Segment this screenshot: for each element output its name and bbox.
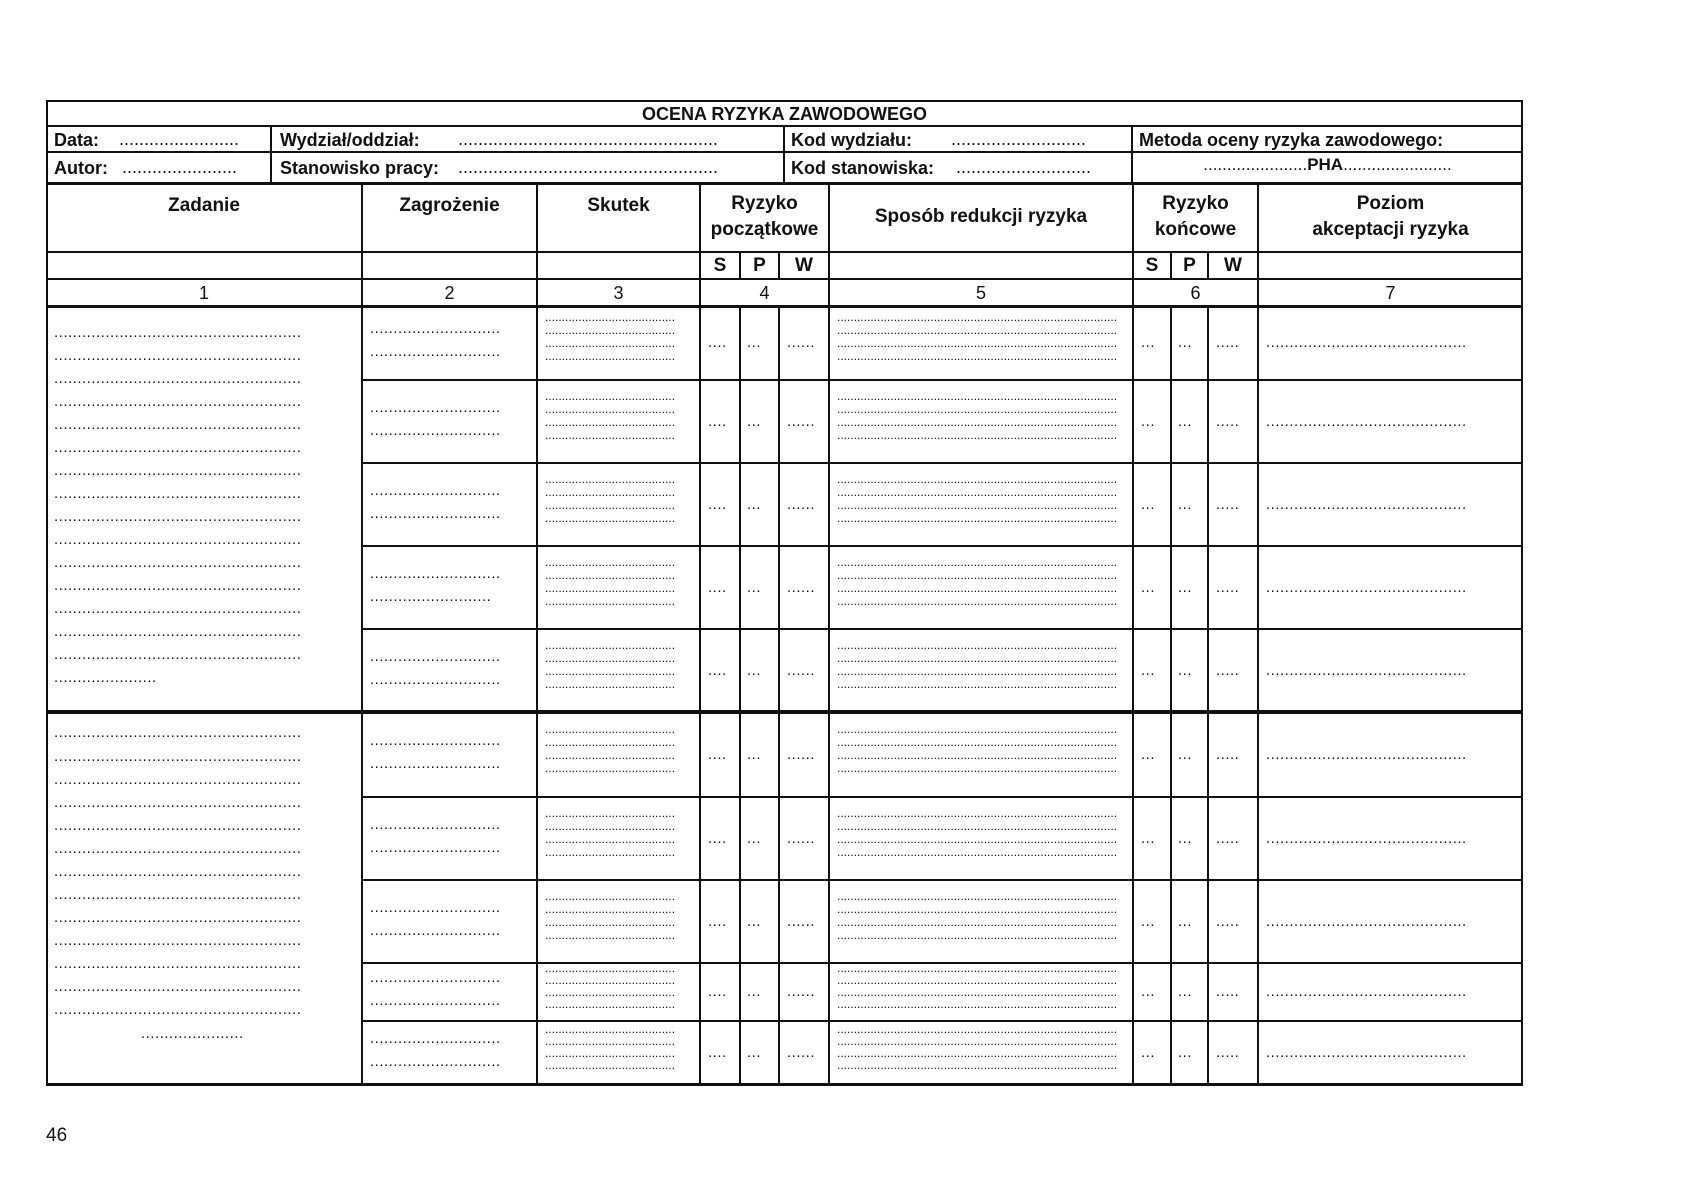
skutek-line[interactable]: .......................................	[545, 638, 676, 651]
header-zadanie: Zadanie	[168, 195, 240, 216]
ryzyko-koncowe-w[interactable]: .....	[1216, 662, 1240, 678]
header-zagrozenie: Zagrożenie	[399, 195, 500, 216]
column-number-1: 1	[198, 283, 209, 303]
zadanie-line[interactable]: .....................................................	[54, 749, 302, 764]
ryzyko-poczatkowe-w[interactable]: ......	[787, 413, 816, 429]
table-rule	[362, 879, 1523, 881]
ryzyko-koncowe-s[interactable]: ...	[1141, 913, 1156, 929]
skutek-line[interactable]: .......................................	[545, 986, 676, 998]
zadanie-line[interactable]: .....................................................	[54, 578, 302, 593]
zadanie-line[interactable]: .....................................................	[54, 1002, 302, 1017]
ryzyko-poczatkowe-p[interactable]: ...	[747, 1045, 762, 1060]
skutek-line[interactable]: .......................................	[545, 1047, 676, 1059]
sposob-redukcji-line[interactable]: ....................................................................................	[837, 511, 1118, 524]
zagrozenie-line[interactable]: ............................	[370, 922, 501, 938]
ryzyko-koncowe-w[interactable]: .....	[1216, 913, 1240, 929]
column-number-7: 7	[1385, 283, 1396, 303]
skutek-line[interactable]: .......................................	[545, 651, 676, 664]
sposob-redukcji-line[interactable]: ....................................................................................	[837, 832, 1118, 845]
kod-wydzialu-field[interactable]: ...........................	[951, 129, 1087, 149]
skutek-line[interactable]: .......................................	[545, 428, 676, 441]
skutek-line[interactable]: .......................................	[545, 415, 676, 428]
table-rule	[362, 545, 1523, 547]
ryzyko-koncowe-w[interactable]: .....	[1216, 746, 1240, 762]
zadanie-line[interactable]: .....................................................	[54, 841, 302, 856]
skutek-line[interactable]: .......................................	[545, 1035, 676, 1047]
skutek-line[interactable]: .......................................	[545, 974, 676, 986]
ryzyko-poczatkowe-s[interactable]: ....	[708, 335, 727, 350]
ryzyko-poczatkowe-p[interactable]: ...	[747, 335, 762, 350]
sposob-redukcji-line[interactable]: ....................................................................................	[837, 986, 1118, 998]
subheader-w: W	[795, 255, 813, 276]
sposob-redukcji-line[interactable]: ....................................................................................	[837, 845, 1118, 858]
zadanie-line[interactable]: .....................................................	[54, 532, 302, 547]
subheader-p: P	[753, 255, 766, 276]
zadanie-line[interactable]: .....................................................	[54, 933, 302, 948]
skutek-line[interactable]: .......................................	[545, 1059, 676, 1071]
zadanie-line[interactable]: ......................	[141, 1026, 244, 1041]
sposob-redukcji-line[interactable]: ....................................................................................	[837, 1035, 1118, 1047]
skutek-line[interactable]: .......................................	[545, 735, 676, 748]
ryzyko-koncowe-w[interactable]: .....	[1216, 335, 1240, 350]
ryzyko-poczatkowe-s[interactable]: ....	[708, 913, 727, 929]
data-label: Data:	[54, 130, 100, 150]
table-rule	[699, 183, 701, 1085]
skutek-line[interactable]: .......................................	[545, 902, 676, 915]
sposob-redukcji-line[interactable]: ....................................................................................	[837, 915, 1118, 928]
sposob-redukcji-line[interactable]: ....................................................................................	[837, 311, 1118, 323]
zadanie-line[interactable]: .....................................................	[54, 555, 302, 570]
zagrozenie-line[interactable]: ............................	[370, 899, 501, 915]
ryzyko-koncowe-p[interactable]: ...	[1178, 662, 1193, 678]
ryzyko-poczatkowe-w[interactable]: ......	[787, 496, 816, 512]
ryzyko-poczatkowe-s[interactable]: ....	[708, 662, 727, 678]
ryzyko-poczatkowe-w[interactable]: ......	[787, 984, 816, 999]
header-ryzyko-koncowe: Ryzyko końcowe	[1154, 193, 1237, 240]
skutek-line[interactable]: .......................................	[545, 664, 676, 677]
ryzyko-poczatkowe-s[interactable]: ....	[708, 746, 727, 762]
sposob-redukcji-line[interactable]: ....................................................................................	[837, 350, 1118, 362]
table-rule	[46, 100, 49, 1085]
skutek-line[interactable]: .......................................	[545, 962, 676, 974]
skutek-line[interactable]: .......................................	[545, 485, 676, 498]
ryzyko-koncowe-s[interactable]: ...	[1141, 746, 1156, 762]
ryzyko-koncowe-p[interactable]: ...	[1178, 335, 1193, 350]
table-rule	[783, 126, 785, 183]
skutek-line[interactable]: .......................................	[545, 761, 676, 774]
stanowisko-label: Stanowisko pracy:	[280, 158, 440, 178]
ryzyko-poczatkowe-p[interactable]: ...	[747, 662, 762, 678]
skutek-line[interactable]: .......................................	[545, 324, 676, 336]
ryzyko-poczatkowe-p[interactable]: ...	[747, 496, 762, 512]
metoda-suffix-dots: .......................	[1343, 155, 1452, 174]
zadanie-line[interactable]: .....................................................	[54, 910, 302, 925]
skutek-line[interactable]: .......................................	[545, 748, 676, 761]
ryzyko-poczatkowe-w[interactable]: ......	[787, 579, 816, 595]
sposob-redukcji-line[interactable]: ....................................................................................	[837, 389, 1118, 402]
table-rule	[362, 462, 1523, 464]
ryzyko-koncowe-w[interactable]: .....	[1216, 496, 1240, 512]
ryzyko-poczatkowe-w[interactable]: ......	[787, 913, 816, 929]
kod-wydzialu-label: Kod wydziału:	[791, 130, 912, 150]
zadanie-line[interactable]: .....................................................	[54, 371, 302, 386]
ryzyko-koncowe-p[interactable]: ...	[1178, 984, 1193, 999]
sposob-redukcji-line[interactable]: ....................................................................................	[837, 555, 1118, 568]
stanowisko-field[interactable]: ....................................................	[458, 157, 719, 177]
skutek-line[interactable]: .......................................	[545, 402, 676, 415]
metoda-field[interactable]	[1132, 152, 1523, 180]
metoda-label: Metoda oceny ryzyka zawodowego:	[1139, 130, 1444, 150]
poziom-akceptacji-line[interactable]: ...........................................	[1266, 662, 1467, 678]
skutek-line[interactable]: .......................................	[545, 806, 676, 819]
sposob-redukcji-line[interactable]: ....................................................................................	[837, 638, 1118, 651]
ryzyko-koncowe-w[interactable]: .....	[1216, 579, 1240, 595]
zadanie-line[interactable]: .....................................................	[54, 486, 302, 501]
skutek-line[interactable]: .......................................	[545, 472, 676, 485]
ryzyko-poczatkowe-w[interactable]: ......	[787, 1045, 816, 1060]
zagrozenie-line[interactable]: ............................	[370, 1054, 501, 1069]
ryzyko-poczatkowe-w[interactable]: ......	[787, 746, 816, 762]
zagrozenie-line[interactable]: ............................	[370, 565, 501, 581]
ryzyko-poczatkowe-w[interactable]: ......	[787, 662, 816, 678]
zadanie-line[interactable]: .....................................................	[54, 647, 302, 662]
column-number-4: 4	[759, 283, 770, 303]
table-rule	[361, 183, 363, 1085]
ryzyko-koncowe-w[interactable]: .....	[1216, 984, 1240, 999]
ryzyko-koncowe-w[interactable]: .....	[1216, 830, 1240, 846]
poziom-akceptacji-line[interactable]: ...........................................	[1266, 746, 1467, 762]
sposob-redukcji-line[interactable]: ....................................................................................	[837, 1047, 1118, 1059]
table-rule	[739, 306, 741, 1085]
zagrozenie-line[interactable]: ............................	[370, 839, 501, 855]
zadanie-line[interactable]: .....................................................	[54, 463, 302, 478]
zagrozenie-line[interactable]: ............................	[370, 755, 501, 771]
skutek-line[interactable]: .......................................	[545, 845, 676, 858]
skutek-line[interactable]: .......................................	[545, 498, 676, 511]
table-rule	[828, 183, 830, 1085]
skutek-line[interactable]: .......................................	[545, 555, 676, 568]
autor-field[interactable]: .......................	[122, 157, 238, 177]
skutek-line[interactable]: .......................................	[545, 568, 676, 581]
zadanie-line[interactable]: .....................................................	[54, 887, 302, 902]
table-rule	[1132, 183, 1134, 1085]
sposob-redukcji-line[interactable]: ....................................................................................	[837, 1023, 1118, 1035]
column-number-6: 6	[1190, 283, 1201, 303]
page-number: 46	[46, 1125, 68, 1146]
sposob-redukcji-line[interactable]: ....................................................................................	[837, 594, 1118, 607]
sposob-redukcji-line[interactable]: ....................................................................................	[837, 651, 1118, 664]
risk-assessment-form	[46, 100, 1523, 1085]
ryzyko-poczatkowe-s[interactable]: ....	[708, 830, 727, 846]
ryzyko-koncowe-s[interactable]: ...	[1141, 662, 1156, 678]
ryzyko-poczatkowe-w[interactable]: ......	[787, 830, 816, 846]
ryzyko-koncowe-p[interactable]: ...	[1178, 1045, 1193, 1060]
sposob-redukcji-line[interactable]: ....................................................................................	[837, 761, 1118, 774]
ryzyko-poczatkowe-s[interactable]: ....	[708, 984, 727, 999]
sposob-redukcji-line[interactable]: ....................................................................................	[837, 498, 1118, 511]
ryzyko-koncowe-s[interactable]: ...	[1141, 335, 1156, 350]
sposob-redukcji-line[interactable]: ....................................................................................	[837, 568, 1118, 581]
zadanie-line[interactable]: .....................................................	[54, 325, 302, 340]
poziom-akceptacji-line[interactable]: ...........................................	[1266, 830, 1467, 846]
skutek-line[interactable]: .......................................	[545, 889, 676, 902]
sposob-redukcji-line[interactable]: ....................................................................................	[837, 902, 1118, 915]
skutek-line[interactable]: .......................................	[545, 389, 676, 402]
table-rule	[46, 1083, 1523, 1086]
ryzyko-poczatkowe-s[interactable]: ....	[708, 1045, 727, 1060]
table-rule	[778, 306, 780, 1085]
data-field[interactable]: ........................	[119, 129, 240, 149]
kod-stanowiska-field[interactable]: ...........................	[956, 157, 1092, 177]
zagrozenie-line[interactable]: ............................	[370, 344, 501, 359]
poziom-akceptacji-line[interactable]: ...........................................	[1266, 579, 1467, 595]
subheader-s2: S	[1145, 255, 1159, 276]
sposob-redukcji-line[interactable]: ....................................................................................	[837, 889, 1118, 902]
skutek-line[interactable]: .......................................	[545, 722, 676, 735]
poziom-akceptacji-line[interactable]: ...........................................	[1266, 1045, 1467, 1060]
header-poziom-akceptacji: Poziom akceptacji ryzyka	[1312, 193, 1469, 240]
zagrozenie-line[interactable]: ............................	[370, 399, 501, 415]
sposob-redukcji-line[interactable]: ....................................................................................	[837, 735, 1118, 748]
ryzyko-koncowe-w[interactable]: .....	[1216, 1045, 1240, 1060]
table-rule	[1207, 306, 1209, 1085]
skutek-line[interactable]: .......................................	[545, 915, 676, 928]
skutek-line[interactable]: .......................................	[545, 581, 676, 594]
sposob-redukcji-line[interactable]: ....................................................................................	[837, 806, 1118, 819]
zagrozenie-line[interactable]: ............................	[370, 505, 501, 521]
poziom-akceptacji-line[interactable]: ...........................................	[1266, 496, 1467, 512]
ryzyko-koncowe-s[interactable]: ...	[1141, 984, 1156, 999]
skutek-line[interactable]: .......................................	[545, 998, 676, 1010]
sposob-redukcji-line[interactable]: ....................................................................................	[837, 402, 1118, 415]
zadanie-line[interactable]: .....................................................	[54, 818, 302, 833]
table-rule	[362, 628, 1523, 630]
ryzyko-koncowe-s[interactable]: ...	[1141, 496, 1156, 512]
zadanie-line[interactable]: .....................................................	[54, 956, 302, 971]
zadanie-line[interactable]: .....................................................	[54, 772, 302, 787]
zagrozenie-line[interactable]: ............................	[370, 816, 501, 832]
zagrozenie-line[interactable]: ............................	[370, 1031, 501, 1046]
header-skutek: Skutek	[587, 195, 650, 216]
ryzyko-koncowe-p[interactable]: ...	[1178, 830, 1193, 846]
zadanie-line[interactable]: .....................................................	[54, 394, 302, 409]
zagrozenie-line[interactable]: ............................	[370, 671, 501, 687]
ryzyko-koncowe-p[interactable]: ...	[1178, 579, 1193, 595]
ryzyko-koncowe-p[interactable]: ...	[1178, 496, 1193, 512]
column-number-2: 2	[444, 283, 455, 303]
table-rule	[1170, 306, 1172, 1085]
ryzyko-koncowe-s[interactable]: ...	[1141, 413, 1156, 429]
table-rule	[1257, 183, 1259, 1085]
ryzyko-poczatkowe-p[interactable]: ...	[747, 579, 762, 595]
zadanie-line[interactable]: .....................................................	[54, 601, 302, 616]
ryzyko-koncowe-w[interactable]: .....	[1216, 413, 1240, 429]
sposob-redukcji-line[interactable]: ....................................................................................	[837, 324, 1118, 336]
header-sposob-redukcji: Sposób redukcji ryzyka	[874, 206, 1088, 227]
skutek-line[interactable]: .......................................	[545, 350, 676, 362]
zagrozenie-line[interactable]: ............................	[370, 993, 501, 1008]
sposob-redukcji-line[interactable]: ....................................................................................	[837, 722, 1118, 735]
zadanie-line[interactable]: .....................................................	[54, 440, 302, 455]
skutek-line[interactable]: .......................................	[545, 511, 676, 524]
column-number-3: 3	[613, 283, 624, 303]
autor-label: Autor:	[54, 158, 108, 178]
poziom-akceptacji-line[interactable]: ...........................................	[1266, 335, 1467, 350]
ryzyko-koncowe-s[interactable]: ...	[1141, 579, 1156, 595]
table-rule	[1521, 100, 1524, 1085]
sposob-redukcji-line[interactable]: ....................................................................................	[837, 819, 1118, 832]
sposob-redukcji-line[interactable]: ....................................................................................	[837, 485, 1118, 498]
ryzyko-koncowe-s[interactable]: ...	[1141, 830, 1156, 846]
subheader-w2: W	[1224, 255, 1242, 276]
wydzial-field[interactable]: ....................................................	[458, 129, 719, 149]
sposob-redukcji-line[interactable]: ....................................................................................	[837, 962, 1118, 974]
ryzyko-koncowe-p[interactable]: ...	[1178, 413, 1193, 429]
sposob-redukcji-line[interactable]: ....................................................................................	[837, 664, 1118, 677]
kod-stanowiska-label: Kod stanowiska:	[791, 158, 935, 178]
ryzyko-poczatkowe-p[interactable]: ...	[747, 413, 762, 429]
zagrozenie-line[interactable]: ............................	[370, 648, 501, 664]
sposob-redukcji-line[interactable]: ....................................................................................	[837, 748, 1118, 761]
sposob-redukcji-line[interactable]: ....................................................................................	[837, 472, 1118, 485]
table-rule	[46, 710, 1523, 714]
skutek-line[interactable]: .......................................	[545, 819, 676, 832]
sposob-redukcji-line[interactable]: ....................................................................................	[837, 998, 1118, 1010]
table-rule	[362, 796, 1523, 798]
ryzyko-poczatkowe-p[interactable]: ...	[747, 913, 762, 929]
subheader-p2: P	[1183, 255, 1196, 276]
metoda-value: PHA	[1307, 155, 1344, 174]
poziom-akceptacji-line[interactable]: ...........................................	[1266, 413, 1467, 429]
zagrozenie-line[interactable]: ..........................	[370, 588, 492, 604]
table-rule	[362, 1020, 1523, 1022]
sposob-redukcji-line[interactable]: ....................................................................................	[837, 337, 1118, 349]
zadanie-line[interactable]: .....................................................	[54, 417, 302, 432]
table-rule	[536, 183, 538, 1085]
sposob-redukcji-line[interactable]: ....................................................................................	[837, 974, 1118, 986]
skutek-line[interactable]: .......................................	[545, 594, 676, 607]
table-rule	[270, 126, 272, 183]
zadanie-line[interactable]: .....................................................	[54, 864, 302, 879]
zagrozenie-line[interactable]: ............................	[370, 482, 501, 498]
ryzyko-koncowe-s[interactable]: ...	[1141, 1045, 1156, 1060]
zadanie-line[interactable]: .....................................................	[54, 509, 302, 524]
zagrozenie-line[interactable]: ............................	[370, 732, 501, 748]
zadanie-line[interactable]: .....................................................	[54, 348, 302, 363]
sposob-redukcji-line[interactable]: ....................................................................................	[837, 581, 1118, 594]
sposob-redukcji-line[interactable]: ....................................................................................	[837, 415, 1118, 428]
poziom-akceptacji-line[interactable]: ...........................................	[1266, 913, 1467, 929]
skutek-line[interactable]: .......................................	[545, 311, 676, 323]
skutek-line[interactable]: .......................................	[545, 1023, 676, 1035]
ryzyko-poczatkowe-s[interactable]: ....	[708, 496, 727, 512]
zadanie-line[interactable]: .....................................................	[54, 725, 302, 740]
skutek-line[interactable]: .......................................	[545, 928, 676, 941]
ryzyko-koncowe-p[interactable]: ...	[1178, 913, 1193, 929]
ryzyko-poczatkowe-s[interactable]: ....	[708, 413, 727, 429]
ryzyko-poczatkowe-s[interactable]: ....	[708, 579, 727, 595]
ryzyko-poczatkowe-p[interactable]: ...	[747, 746, 762, 762]
wydzial-label: Wydział/oddział:	[280, 130, 420, 150]
ryzyko-poczatkowe-w[interactable]: ......	[787, 335, 816, 350]
form-title: OCENA RYZYKA ZAWODOWEGO	[642, 104, 927, 124]
header-ryzyko-poczatkowe: Ryzyko początkowe	[710, 193, 819, 240]
ryzyko-poczatkowe-p[interactable]: ...	[747, 984, 762, 999]
skutek-line[interactable]: .......................................	[545, 337, 676, 349]
subheader-s: S	[713, 255, 727, 276]
poziom-akceptacji-line[interactable]: ...........................................	[1266, 984, 1467, 999]
skutek-line[interactable]: .......................................	[545, 832, 676, 845]
ryzyko-poczatkowe-p[interactable]: ...	[747, 830, 762, 846]
sposob-redukcji-line[interactable]: ....................................................................................	[837, 1059, 1118, 1071]
zadanie-line[interactable]: ......................	[54, 670, 157, 685]
sposob-redukcji-line[interactable]: ....................................................................................	[837, 928, 1118, 941]
sposob-redukcji-line[interactable]: ....................................................................................	[837, 677, 1118, 690]
zadanie-line[interactable]: .....................................................	[54, 624, 302, 639]
ryzyko-koncowe-p[interactable]: ...	[1178, 746, 1193, 762]
sposob-redukcji-line[interactable]: ....................................................................................	[837, 428, 1118, 441]
zadanie-line[interactable]: .....................................................	[54, 979, 302, 994]
skutek-line[interactable]: .......................................	[545, 677, 676, 690]
zagrozenie-line[interactable]: ............................	[370, 970, 501, 985]
zagrozenie-line[interactable]: ............................	[370, 422, 501, 438]
zadanie-line[interactable]: .....................................................	[54, 795, 302, 810]
column-number-5: 5	[975, 283, 986, 303]
zagrozenie-line[interactable]: ............................	[370, 321, 501, 336]
table-rule	[362, 379, 1523, 381]
metoda-prefix-dots: ......................	[1203, 155, 1308, 174]
